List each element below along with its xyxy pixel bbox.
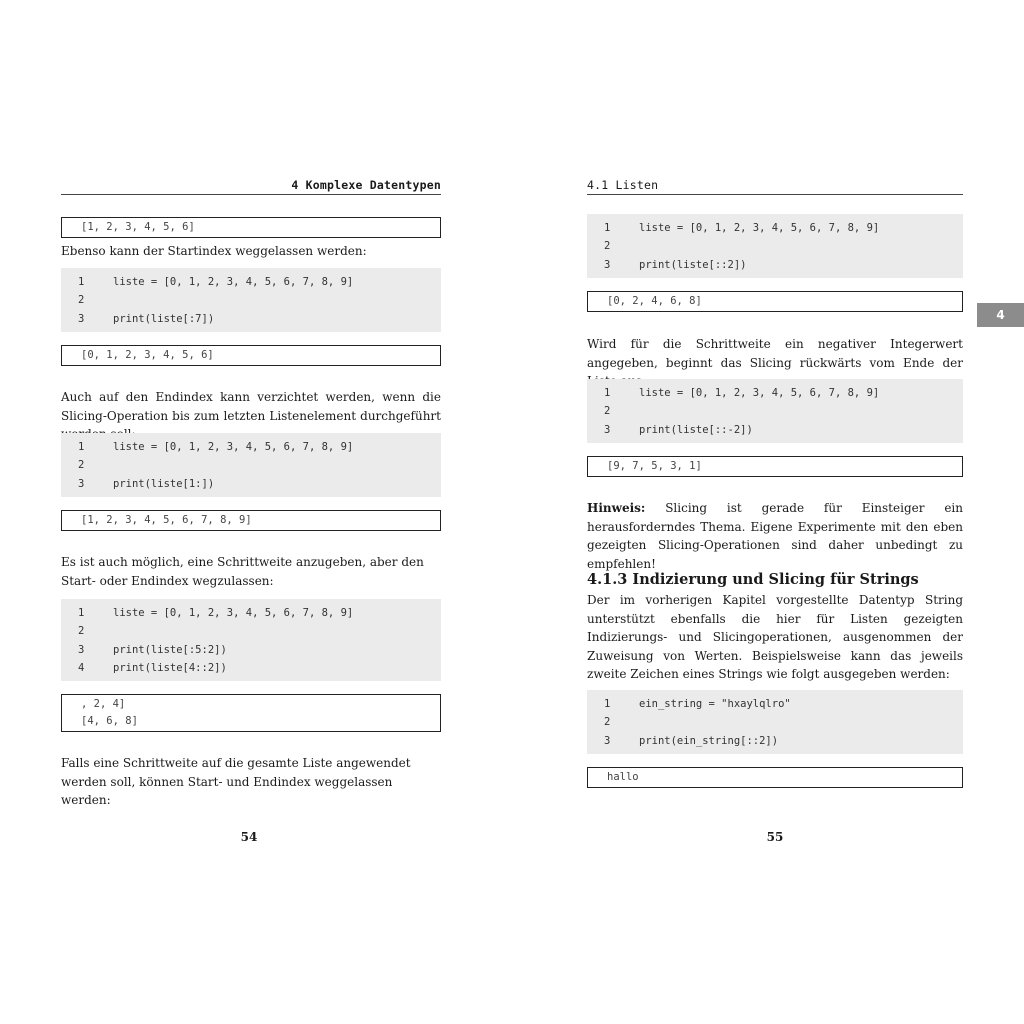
chapter-tab: 4 xyxy=(977,303,1024,327)
hint-text: Slicing ist gerade für Einsteiger ein herausforderndes Thema. Eigene Experimente mit den eben gezeigten Slicing-Operationen sind daher unbedingt zu empfehlen! xyxy=(587,501,963,571)
section-heading: 4.1.3 Indizierung und Slicing für Strings xyxy=(587,571,919,588)
code-text: print(liste[1:]) xyxy=(113,477,215,490)
output-line: , 2, 4] xyxy=(81,698,126,710)
code-listing xyxy=(61,268,441,332)
line-number: 1 xyxy=(78,441,85,453)
page-number: 55 xyxy=(766,830,784,844)
paragraph: Wird für die Schrittweite ein negativer Integerwert angegeben, beginnt das Slicing rückwärts vom Ende der xyxy=(587,337,963,370)
line-number: 3 xyxy=(604,423,611,436)
line-number: 3 xyxy=(78,477,85,490)
output-line: [0, 1, 2, 3, 4, 5, 6] xyxy=(81,349,214,361)
output-box xyxy=(587,291,963,312)
output-line: [9, 7, 5, 3, 1] xyxy=(607,460,702,472)
code-line xyxy=(61,456,441,474)
code-line xyxy=(587,384,963,402)
code-line xyxy=(61,622,441,640)
output-box xyxy=(61,217,441,238)
output-box xyxy=(587,767,963,788)
code-line xyxy=(587,713,963,731)
line-number: 1 xyxy=(78,276,85,288)
code-line xyxy=(587,219,963,237)
code-text: print(liste[:7]) xyxy=(113,312,215,325)
output-box xyxy=(587,456,963,477)
code-listing xyxy=(61,599,441,681)
line-number: 2 xyxy=(604,405,611,418)
output-box xyxy=(61,510,441,531)
code-text: print(liste[::-2]) xyxy=(639,423,753,436)
code-line xyxy=(587,421,963,439)
line-number: 3 xyxy=(78,312,85,325)
code-line xyxy=(61,310,441,328)
output-line: [0, 2, 4, 6, 8] xyxy=(607,295,702,307)
page-number: 54 xyxy=(240,830,258,844)
output-box xyxy=(61,694,441,732)
code-listing xyxy=(587,690,963,754)
code-line xyxy=(61,659,441,677)
code-text: liste = [0, 1, 2, 3, 4, 5, 6, 7, 8, 9] xyxy=(113,607,354,619)
running-head: 4.1 Listen xyxy=(587,178,963,195)
paragraph: Ebenso kann der Startindex weggelassen werden: xyxy=(61,244,367,258)
paragraph: Auch auf den Endindex kann verzichtet werden, wenn die Slicing-Operation bis zum letzten Listenelement durchgeführt xyxy=(61,390,441,423)
output-line: hallo xyxy=(607,771,639,783)
code-line xyxy=(61,641,441,659)
line-number: 2 xyxy=(78,294,85,307)
paragraph: Der im vorherigen Kapitel vorgestellte Datentyp String unterstützt ebenfalls die hier für Listen gezeigten Indizierungs- und Slicingoperationen, ausgenommen der Zuweisung von Werten. Beispielsweise kann das jeweils zweite Zeichen eines Strings wie folgt ausgegeben werden: xyxy=(587,593,963,681)
code-text: print(liste[:5:2]) xyxy=(113,643,227,656)
line-number: 2 xyxy=(604,240,611,253)
running-head: 4 Komplexe Datentypen xyxy=(61,178,441,195)
code-text: print(ein_string[::2]) xyxy=(639,734,779,747)
code-line xyxy=(587,256,963,274)
code-text: liste = [0, 1, 2, 3, 4, 5, 6, 7, 8, 9] xyxy=(113,441,354,453)
code-listing xyxy=(587,214,963,278)
line-number: 1 xyxy=(604,698,611,710)
line-number: 1 xyxy=(604,387,611,399)
code-line xyxy=(587,695,963,713)
line-number: 2 xyxy=(78,459,85,472)
code-line xyxy=(587,732,963,750)
code-listing xyxy=(587,379,963,443)
line-number: 3 xyxy=(78,643,85,656)
code-line xyxy=(61,604,441,622)
output-line: [1, 2, 3, 4, 5, 6] xyxy=(81,221,195,233)
code-text: liste = [0, 1, 2, 3, 4, 5, 6, 7, 8, 9] xyxy=(639,387,880,399)
code-line xyxy=(587,237,963,255)
line-number: 2 xyxy=(604,716,611,729)
line-number: 4 xyxy=(78,661,85,674)
code-text: liste = [0, 1, 2, 3, 4, 5, 6, 7, 8, 9] xyxy=(639,222,880,234)
line-number: 3 xyxy=(604,258,611,271)
code-text: print(liste[::2]) xyxy=(639,258,747,271)
code-line xyxy=(61,475,441,493)
line-number: 1 xyxy=(78,607,85,619)
output-line: [4, 6, 8] xyxy=(81,715,138,727)
code-text: liste = [0, 1, 2, 3, 4, 5, 6, 7, 8, 9] xyxy=(113,276,354,288)
hint-paragraph xyxy=(587,499,963,573)
hint-label: Hinweis: xyxy=(587,501,646,515)
code-line xyxy=(61,438,441,456)
output-line: [1, 2, 3, 4, 5, 6, 7, 8, 9] xyxy=(81,514,252,526)
code-line xyxy=(587,402,963,420)
paragraph: Es ist auch möglich, eine Schrittweite anzugeben, aber den Start- oder Endindex wegzulassen: xyxy=(61,555,424,588)
output-box xyxy=(61,345,441,366)
code-line xyxy=(61,291,441,309)
line-number: 2 xyxy=(78,625,85,638)
code-text: print(liste[4::2]) xyxy=(113,661,227,674)
code-text: ein_string = "hxaylqlro" xyxy=(639,698,791,710)
line-number: 3 xyxy=(604,734,611,747)
line-number: 1 xyxy=(604,222,611,234)
code-line xyxy=(61,273,441,291)
code-listing xyxy=(61,433,441,497)
paragraph: Falls eine Schrittweite auf die gesamte Liste angewendet werden soll, können Start- und Endindex weggelassen werden: xyxy=(61,756,411,807)
